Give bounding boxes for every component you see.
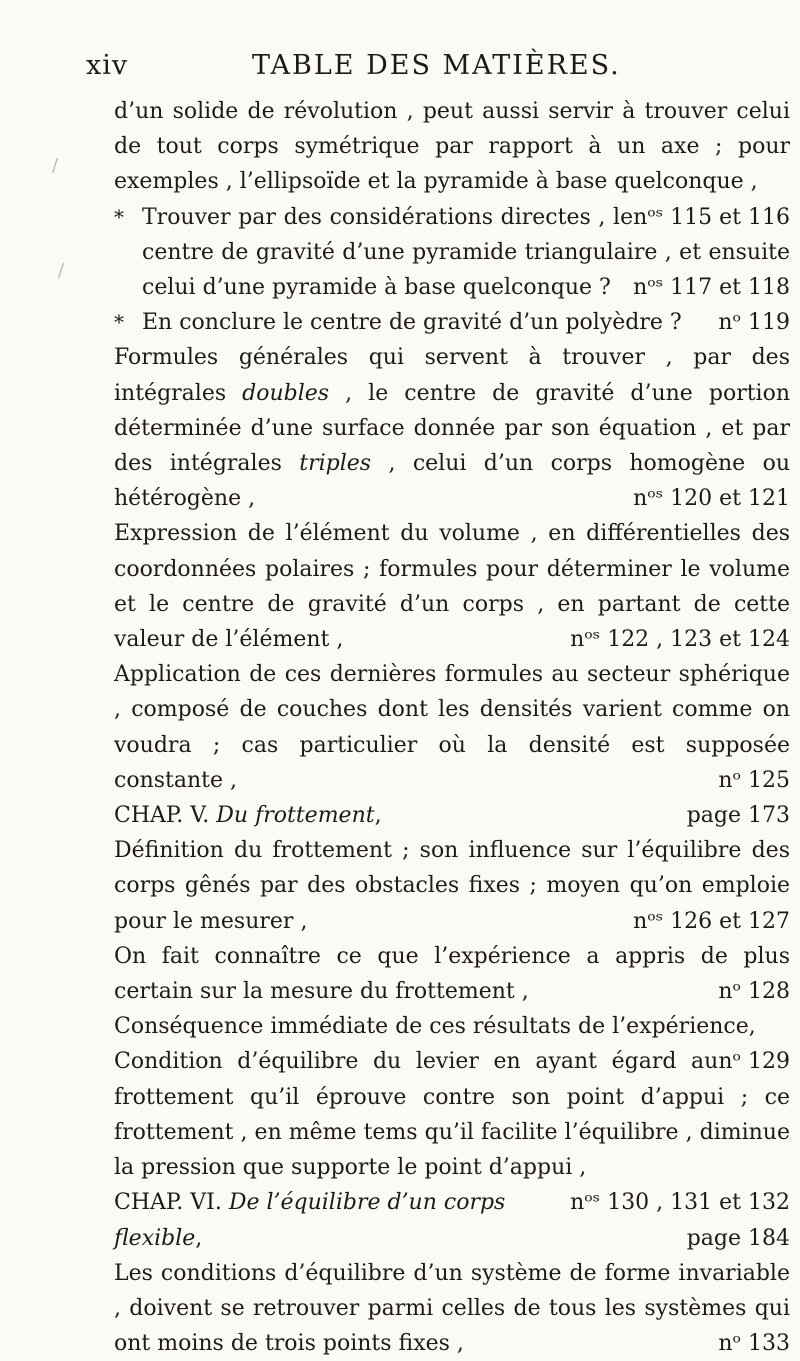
entry-ref: nᵒ 125 [718, 767, 790, 793]
toc-entry: Application de ces dernières formules au secteur sphérique , composé de couches dont les densités varient comme on voudra ; cas particulier où la densité est supposée constante , nᵒ 125 [84, 657, 790, 798]
chapter-label: CHAP. VI. [114, 1190, 222, 1216]
entry-ref: nᵒ 133 [718, 1331, 790, 1357]
entry-ref: nᵒˢ 115 et 116 [633, 204, 790, 230]
toc-entry: Conséquence immédiate de ces résultats de l’expérience, nᵒ 129 [84, 1009, 790, 1044]
asterisk-mark: * [114, 310, 124, 335]
chapter-title: Du frottement [216, 803, 375, 829]
entry-ref: nᵒ 119 [718, 310, 790, 336]
running-title: TABLE DES MATIÈRES. [252, 50, 621, 81]
chapter-page: page 173 [686, 803, 790, 829]
toc-entry: * Trouver par des considérations directes , le centre de gravité d’une pyramide triangulaire , et ensuite celui d’une pyramide à base quelconque ? nᵒˢ 117 et 118 [84, 200, 790, 306]
entry-ref: nᵒˢ 130 , 131 et 132 [570, 1190, 790, 1216]
table-of-contents [84, 94, 790, 1361]
toc-entry: Formules générales qui servent à trouver , par des intégrales doubles , le centre de gravité d’une portion déterminée d’une surface donnée par son équation , et par des intégrales triples , celui d’un corps homogène ou hétérogène , nᵒˢ 120 et 121 [84, 340, 790, 516]
toc-entry: Les conditions d’équilibre d’un système de forme invariable , doivent se retrouver parmi celles de tous les systèmes qui ont moins de trois points fixes , nᵒ 133 [84, 1256, 790, 1361]
toc-entry: Expression de l’élément du volume , en différentielles des coordonnées polaires ; formules pour déterminer le volume et le centre de gravité d’un corps , en partant de cette valeur de l’élément , nᵒˢ 122 , 123 et 124 [84, 516, 790, 657]
asterisk-mark: * [114, 204, 124, 229]
chapter-label: CHAP. V. [114, 803, 210, 829]
page-number: xiv [86, 50, 129, 81]
chapter-title: De l’équilibre d’un corps flexible [114, 1190, 506, 1251]
chapter-heading: CHAP. V. Du frottement, page 173 [84, 798, 790, 833]
entry-ref: nᵒˢ 120 et 121 [633, 486, 790, 512]
toc-entry: d’un solide de révolution , peut aussi servir à trouver celui de tout corps symétrique par rapport à un axe ; pour exemples , l’ellipsoïde et la pyramide à base quelconque , nᵒˢ 115 et 116 [84, 94, 790, 200]
entry-ref: nᵒ 128 [718, 979, 790, 1005]
chapter-heading: CHAP. VI. De l’équilibre d’un corps flexible, page 184 [84, 1185, 790, 1255]
entry-ref: nᵒˢ 126 et 127 [633, 908, 790, 934]
margin-mark: / [58, 260, 65, 281]
toc-entry: On fait connaître ce que l’expérience a appris de plus certain sur la mesure du frottement , nᵒ 128 [84, 939, 790, 1009]
entry-ref: nᵒˢ 117 et 118 [633, 275, 790, 301]
chapter-page: page 184 [686, 1225, 790, 1251]
toc-entry: * En conclure le centre de gravité d’un polyèdre ? nᵒ 119 [84, 305, 790, 340]
entry-ref: nᵒ 129 [718, 1049, 790, 1075]
margin-mark: / [52, 155, 59, 176]
entry-ref: nᵒˢ 122 , 123 et 124 [570, 627, 790, 653]
toc-entry: Définition du frottement ; son influence sur l’équilibre des corps gênés par des obstacles fixes ; moyen qu’on emploie pour le mesurer , nᵒˢ 126 et 127 [84, 833, 790, 939]
page-header [0, 50, 800, 90]
toc-entry: Condition d’équilibre du levier en ayant égard au frottement qu’il éprouve contre son point d’appui ; ce frottement , en même tems qu’il facilite l’équilibre , diminue la pression que supporte le point d’appui , nᵒˢ 130 , 131 et 132 [84, 1044, 790, 1185]
